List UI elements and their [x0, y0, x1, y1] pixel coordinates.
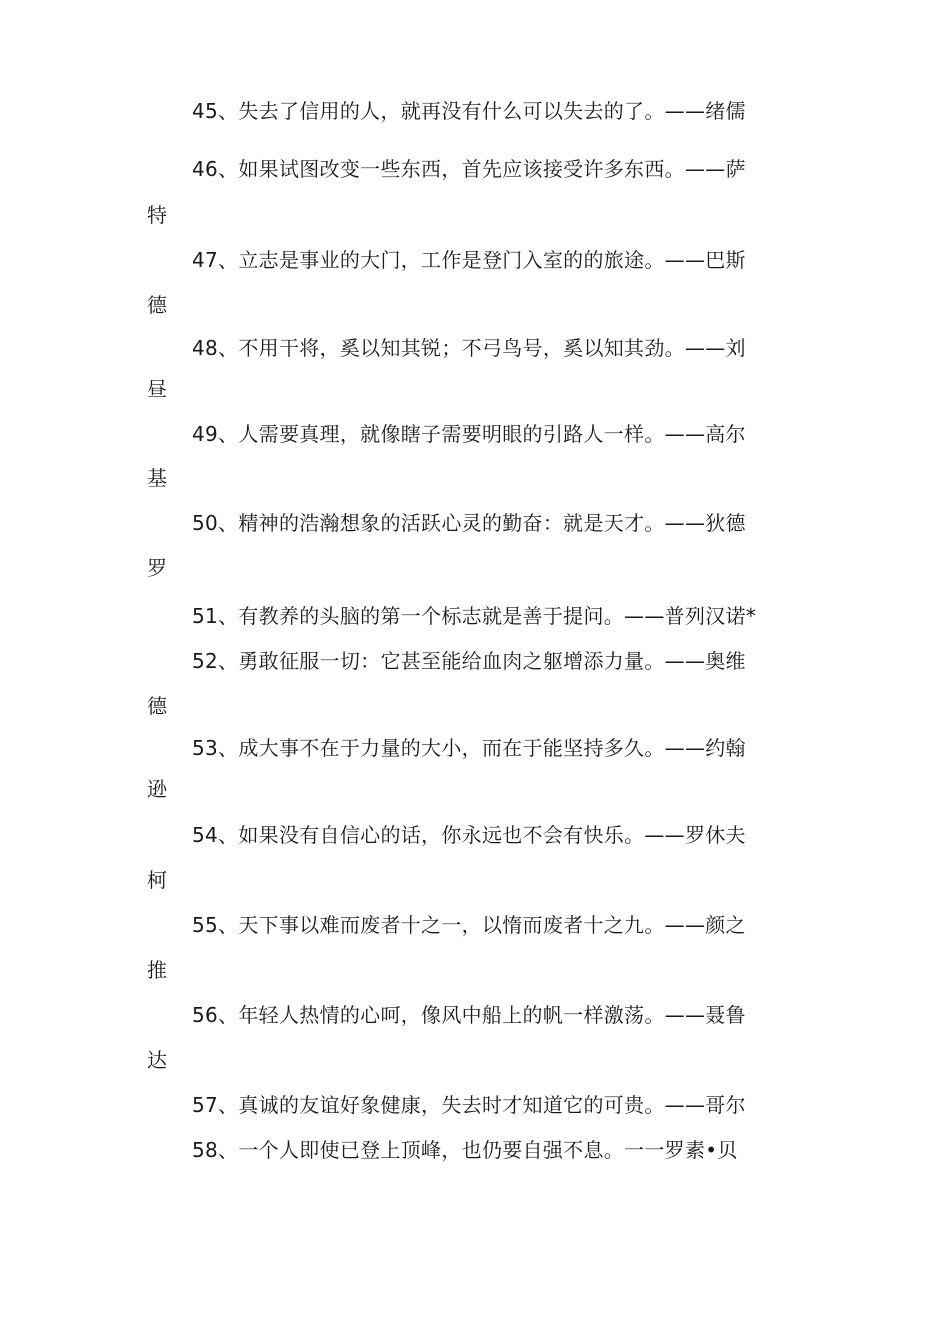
quote-54: 54、如果没有自信心的话，你永远也不会有快乐。——罗休夫 [192, 823, 746, 847]
quote-58: 58、一个人即使已登上顶峰，也仍要自强不息。一一罗素•贝 [192, 1138, 738, 1162]
quote-51: 51、有教养的头脑的第一个标志就是善于提问。——普列汉诺* [192, 604, 757, 628]
quote-56-author-cont: 达 [147, 1048, 168, 1072]
quote-53: 53、成大事不在于力量的大小，而在于能坚持多久。——约翰 [192, 736, 746, 760]
quote-48: 48、不用干将，奚以知其锐；不弓鸟号，奚以知其劲。——刘 [192, 336, 746, 360]
quote-50: 50、精神的浩瀚想象的活跃心灵的勤奋：就是天才。——狄德 [192, 511, 746, 535]
quote-55-author-cont: 推 [147, 958, 168, 982]
quote-54-author-cont: 柯 [147, 868, 168, 892]
quote-49: 49、人需要真理，就像瞎子需要明眼的引路人一样。——高尔 [192, 422, 746, 446]
quote-47: 47、立志是事业的大门，工作是登门入室的的旅途。——巴斯 [192, 248, 746, 272]
quote-52-author-cont: 德 [147, 694, 168, 718]
quote-47-author-cont: 德 [147, 293, 168, 317]
quote-53-author-cont: 逊 [147, 777, 168, 801]
quote-45: 45、失去了信用的人，就再没有什么可以失去的了。——绪儒 [192, 99, 746, 123]
quote-46-author-cont: 特 [147, 203, 168, 227]
quote-48-author-cont: 昼 [147, 377, 168, 401]
quote-56: 56、年轻人热情的心呵，像风中船上的帆一样激荡。——聂鲁 [192, 1003, 746, 1027]
quote-55: 55、天下事以难而废者十之一，以惰而废者十之九。——颜之 [192, 913, 746, 937]
quote-52: 52、勇敢征服一切：它甚至能给血肉之躯增添力量。——奥维 [192, 649, 746, 673]
quote-50-author-cont: 罗 [147, 556, 168, 580]
quote-46: 46、如果试图改变一些东西，首先应该接受许多东西。——萨 [192, 157, 746, 181]
quote-57: 57、真诚的友谊好象健康，失去时才知道它的可贵。——哥尔 [192, 1093, 746, 1117]
quote-49-author-cont: 基 [147, 466, 168, 490]
